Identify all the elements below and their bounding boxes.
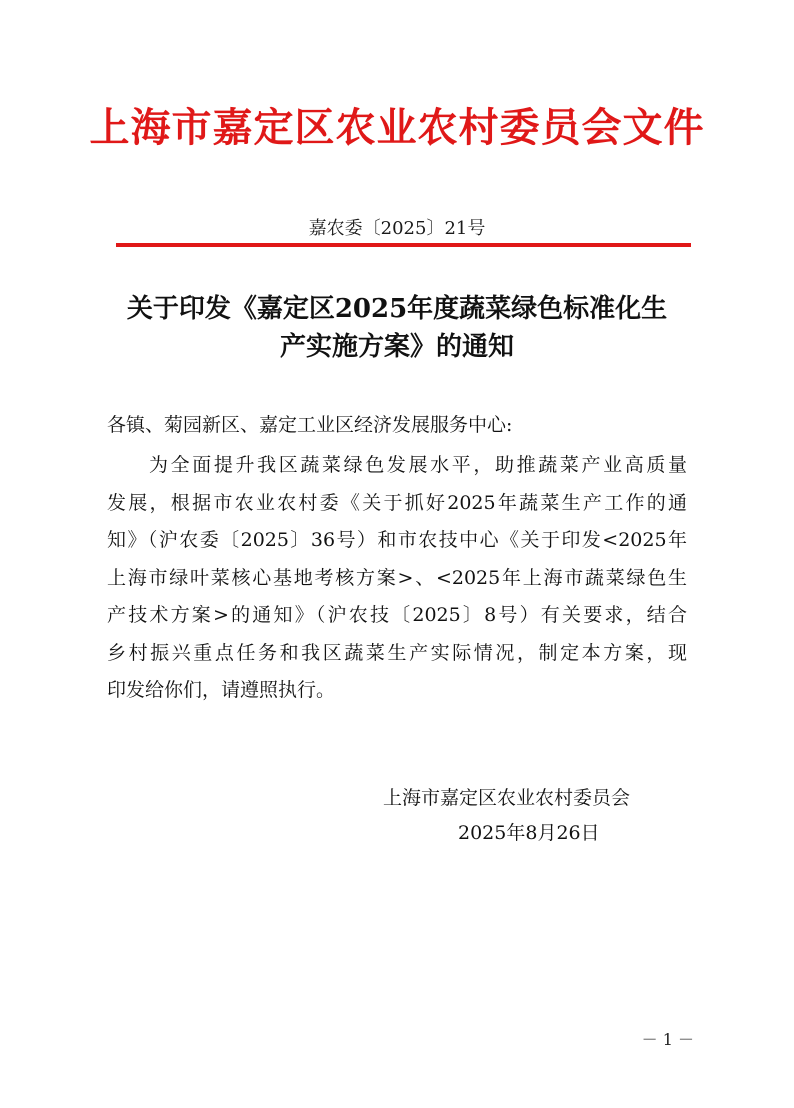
page-number: － 1 － — [641, 1030, 694, 1049]
body-line: 上海市绿叶菜核心基地考核方案>、<2025年上海市蔬菜绿色生 — [107, 566, 687, 589]
issuer-signature: 上海市嘉定区农业农村委员会 — [383, 787, 631, 809]
title-line-1: 关于印发《嘉定区2025年度蔬菜绿色标准化生 — [126, 294, 668, 324]
body-line: 印发给你们，请遵照执行。 — [107, 679, 336, 701]
body-line: 发展，根据市农业农村委《关于抓好2025年蔬菜生产工作的通 — [107, 491, 687, 514]
issue-date: 2025年8月26日 — [458, 822, 600, 844]
body-line: 为全面提升我区蔬菜绿色发展水平，助推蔬菜产业高质量 — [149, 454, 687, 476]
body-line: 产技术方案>的通知》（沪农技〔2025〕8号）有关要求，结合 — [107, 604, 687, 626]
red-separator-rule — [116, 243, 691, 247]
body-paragraph — [107, 447, 687, 710]
document-title — [100, 290, 694, 366]
addressee-line: 各镇、菊园新区、嘉定工业区经济发展服务中心: — [107, 414, 513, 436]
body-line: 乡村振兴重点任务和我区蔬菜生产实际情况，制定本方案，现 — [107, 641, 687, 664]
title-line-2: 产实施方案》的通知 — [279, 332, 514, 362]
document-masthead: 上海市嘉定区农业农村委员会文件 — [89, 104, 705, 151]
document-number: 嘉农委〔2025〕21号 — [308, 218, 486, 239]
body-line: 知》（沪农委〔2025〕36号）和市农技中心《关于印发<2025年 — [107, 529, 687, 551]
